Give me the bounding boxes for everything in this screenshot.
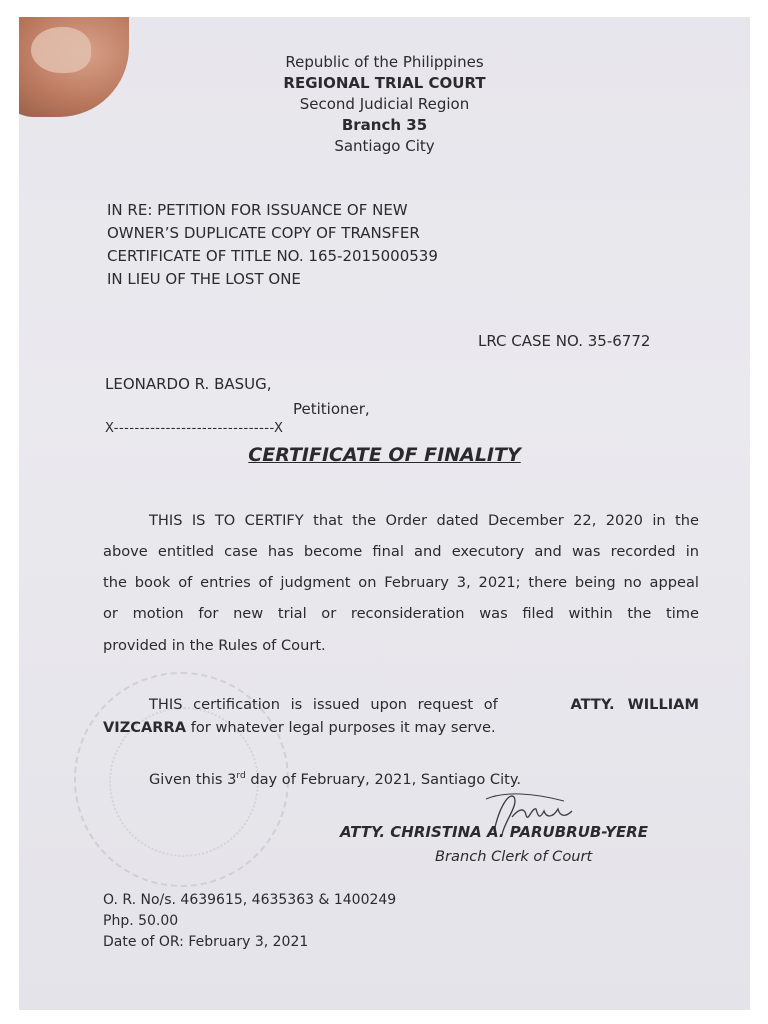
body-line: or motion for new trial or reconsideration was filed within the time — [103, 605, 699, 622]
caption-line: OWNER’S DUPLICATE COPY OF TRANSFER — [107, 224, 420, 242]
document-page — [19, 17, 750, 1010]
attorney-name-first: ATTY. WILLIAM — [570, 696, 699, 713]
petitioner-role: Petitioner, — [293, 400, 370, 418]
signatory-title: Branch Clerk of Court — [435, 848, 593, 865]
document-title: CERTIFICATE OF FINALITY — [248, 444, 521, 466]
or-amount: Php. 50.00 — [103, 913, 179, 929]
caption-line: IN RE: PETITION FOR ISSUANCE OF NEW — [107, 201, 408, 219]
header-branch: Branch 35 — [341, 116, 428, 134]
given-text: Given this 3 — [149, 771, 237, 788]
petitioner-name: LEONARDO R. BASUG, — [105, 375, 272, 393]
or-date: Date of OR: February 3, 2021 — [103, 934, 309, 950]
body-line: the book of entries of judgment on February 3, 2021; there being no appeal — [103, 574, 699, 591]
or-numbers: O. R. No/s. 4639615, 4635363 & 1400249 — [103, 892, 397, 908]
caption-separator: X-------------------------------X — [105, 421, 284, 436]
given-text-rest: day of February, 2021, Santiago City. — [245, 771, 522, 788]
caption-line: IN LIEU OF THE LOST ONE — [107, 270, 301, 288]
caption-line: CERTIFICATE OF TITLE NO. 165-2015000539 — [107, 247, 438, 265]
header-republic: Republic of the Philippines — [285, 53, 484, 71]
given-date-line — [149, 771, 521, 788]
body-line: above entitled case has become final and executory and was recorded in — [103, 543, 699, 560]
header-region: Second Judicial Region — [299, 95, 470, 113]
case-number: LRC CASE NO. 35-6772 — [478, 332, 651, 350]
request-purpose: for whatever legal purposes it may serve. — [190, 719, 496, 736]
header-court: REGIONAL TRIAL COURT — [283, 74, 486, 92]
signatory-name: ATTY. CHRISTINA A. PARUBRUB-YERE — [340, 823, 648, 841]
body-line: THIS IS TO CERTIFY that the Order dated December 22, 2020 in the — [149, 512, 699, 529]
body-line: provided in the Rules of Court. — [103, 637, 326, 654]
header-city: Santiago City — [334, 137, 435, 155]
thumbnail — [31, 27, 91, 73]
attorney-name-last: VIZCARRA — [103, 719, 187, 736]
request-line-2 — [103, 719, 496, 736]
request-text: THIS certification is issued upon request of — [149, 696, 498, 713]
request-line — [149, 696, 699, 713]
ordinal-suffix: rd — [236, 771, 246, 782]
